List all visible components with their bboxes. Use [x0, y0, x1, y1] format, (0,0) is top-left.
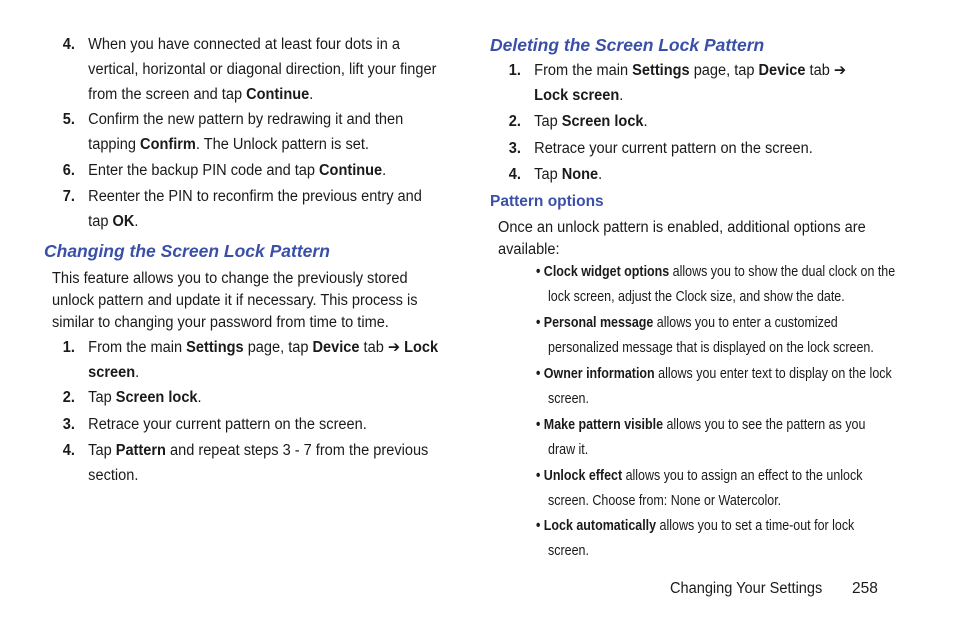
- intro-paragraph-line: similar to changing your password from time to time.: [52, 314, 389, 331]
- options-intro-line: Once an unlock pattern is enabled, additional options are: [498, 219, 866, 236]
- text-run: vertical, horizontal or diagonal direction, lift your finger: [88, 61, 437, 78]
- option-text-line: [536, 387, 897, 412]
- step-text-line: [88, 439, 428, 464]
- option-text-line: [536, 514, 897, 539]
- text-run: .: [134, 213, 139, 230]
- text-run: Tap: [534, 113, 562, 130]
- text-run: When you have connected at least four dots in a: [88, 36, 401, 53]
- section-heading: Changing the Screen Lock Pattern: [44, 241, 330, 261]
- bold-term: Settings: [186, 339, 244, 356]
- bold-term: Device: [758, 62, 806, 79]
- option-text-line: [536, 336, 897, 361]
- text-run: .: [135, 364, 140, 381]
- option-text-line: [536, 285, 897, 310]
- text-run: Tap: [88, 389, 116, 406]
- text-run: . The Unlock pattern is set.: [195, 136, 369, 153]
- text-run: Confirm the new pattern by redrawing it and then: [88, 111, 404, 128]
- step-text-line: [88, 159, 386, 184]
- step-text-line: [88, 361, 139, 386]
- text-run: Retrace your current pattern on the screen.: [88, 416, 367, 433]
- text-run: lock screen, adjust the Clock size, and show the date.: [548, 289, 845, 305]
- bold-term: Screen lock: [115, 389, 198, 406]
- text-run: From the main: [534, 62, 633, 79]
- bold-term: screen: [88, 364, 136, 381]
- bold-term: Settings: [632, 62, 690, 79]
- bold-term: Make pattern visible: [543, 417, 664, 433]
- options-intro-line: available:: [498, 241, 560, 258]
- text-run: tab ➔: [359, 339, 405, 356]
- bold-term: Continue: [319, 162, 383, 179]
- step-number: 7.: [62, 188, 75, 205]
- bold-term: Clock widget options: [543, 264, 670, 280]
- step-text-line: [534, 137, 813, 162]
- bullet-icon: •: [536, 366, 541, 382]
- text-run: and repeat steps 3 - 7 from the previous: [165, 442, 429, 459]
- subsection-heading: Pattern options: [490, 193, 604, 210]
- step-text-line: [88, 210, 138, 235]
- pattern-option-item: [536, 464, 897, 514]
- intro-paragraph-line: unlock pattern and update it if necessary. This process is: [52, 292, 418, 309]
- step-number: 2.: [62, 389, 75, 406]
- step-text-line: [88, 336, 438, 361]
- option-text-line: [536, 311, 897, 336]
- step-number: 1.: [508, 62, 521, 79]
- bullet-icon: •: [536, 417, 541, 433]
- bullet-icon: •: [536, 468, 541, 484]
- text-run: allows you to enter a customized: [653, 315, 838, 331]
- text-run: section.: [88, 467, 139, 484]
- step-text-line: [534, 110, 647, 135]
- step-text-line: [88, 58, 436, 83]
- page-number: 258: [852, 580, 878, 597]
- step-text-line: [534, 163, 602, 188]
- step-number: 4.: [508, 166, 521, 183]
- text-run: .: [309, 86, 314, 103]
- pattern-option-item: [536, 413, 897, 463]
- bold-term: Lock screen: [534, 87, 620, 104]
- text-run: page, tap: [243, 339, 313, 356]
- text-run: screen. Choose from: None or Watercolor.: [548, 493, 782, 509]
- text-run: allows you to see the pattern as you: [663, 417, 866, 433]
- text-run: Retrace your current pattern on the screen.: [534, 140, 813, 157]
- text-run: .: [619, 87, 624, 104]
- text-run: page, tap: [689, 62, 759, 79]
- text-run: Tap: [534, 166, 562, 183]
- bullet-icon: •: [536, 264, 541, 280]
- step-text-line: [88, 33, 400, 58]
- text-run: .: [598, 166, 603, 183]
- text-run: allows you to set a time-out for lock: [656, 518, 855, 534]
- step-number: 6.: [62, 162, 75, 179]
- step-text-line: [88, 464, 138, 489]
- pattern-option-item: [536, 260, 897, 310]
- text-run: Tap: [88, 442, 116, 459]
- bold-term: Lock automatically: [543, 518, 657, 534]
- text-run: .: [382, 162, 387, 179]
- bold-term: Continue: [246, 86, 310, 103]
- option-text-line: [536, 413, 897, 438]
- text-run: From the main: [88, 339, 187, 356]
- option-text-line: [536, 362, 897, 387]
- bullet-icon: •: [536, 315, 541, 331]
- text-run: .: [197, 389, 202, 406]
- footer-section-title: Changing Your Settings: [670, 580, 823, 597]
- bold-term: Pattern: [115, 442, 166, 459]
- text-run: screen.: [548, 543, 589, 559]
- bold-term: Device: [312, 339, 360, 356]
- bold-term: OK: [112, 213, 135, 230]
- text-run: Reenter the PIN to reconfirm the previous entry and: [88, 188, 422, 205]
- pattern-option-item: [536, 362, 897, 412]
- step-text-line: [88, 83, 313, 108]
- text-run: allows you to show the dual clock on the: [669, 264, 896, 280]
- step-number: 5.: [62, 111, 75, 128]
- step-text-line: [88, 185, 422, 210]
- bold-term: Lock: [404, 339, 439, 356]
- text-run: from the screen and tap: [88, 86, 247, 103]
- pattern-option-item: [536, 514, 897, 564]
- step-number: 4.: [62, 442, 75, 459]
- option-text-line: [536, 438, 897, 463]
- option-text-line: [536, 539, 897, 564]
- step-number: 3.: [508, 140, 521, 157]
- step-number: 3.: [62, 416, 75, 433]
- step-text-line: [88, 108, 403, 133]
- bullet-icon: •: [536, 518, 541, 534]
- text-run: draw it.: [548, 442, 589, 458]
- text-run: screen.: [548, 391, 589, 407]
- step-text-line: [534, 59, 846, 84]
- option-text-line: [536, 489, 897, 514]
- step-text-line: [88, 133, 369, 158]
- option-text-line: [536, 464, 897, 489]
- bold-term: Owner information: [543, 366, 655, 382]
- bold-term: Unlock effect: [543, 468, 623, 484]
- bold-term: Personal message: [543, 315, 654, 331]
- section-heading: Deleting the Screen Lock Pattern: [490, 35, 765, 55]
- bold-term: Screen lock: [561, 113, 644, 130]
- text-run: personalized message that is displayed on the lock screen.: [548, 340, 874, 356]
- text-run: allows you enter text to display on the lock: [654, 366, 892, 382]
- step-number: 4.: [62, 36, 75, 53]
- bold-term: Confirm: [140, 136, 196, 153]
- step-number: 1.: [62, 339, 75, 356]
- bold-term: None: [561, 166, 599, 183]
- step-text-line: [88, 386, 201, 411]
- pattern-option-item: [536, 311, 897, 361]
- intro-paragraph-line: This feature allows you to change the previously stored: [52, 270, 408, 287]
- text-run: Enter the backup PIN code and tap: [88, 162, 320, 179]
- text-run: tapping: [88, 136, 141, 153]
- text-run: allows you to assign an effect to the unlock: [622, 468, 863, 484]
- step-number: 2.: [508, 113, 521, 130]
- text-run: tap: [88, 213, 113, 230]
- text-run: .: [643, 113, 648, 130]
- text-run: tab ➔: [805, 62, 847, 79]
- step-text-line: [88, 413, 367, 438]
- step-text-line: [534, 84, 623, 109]
- option-text-line: [536, 260, 897, 285]
